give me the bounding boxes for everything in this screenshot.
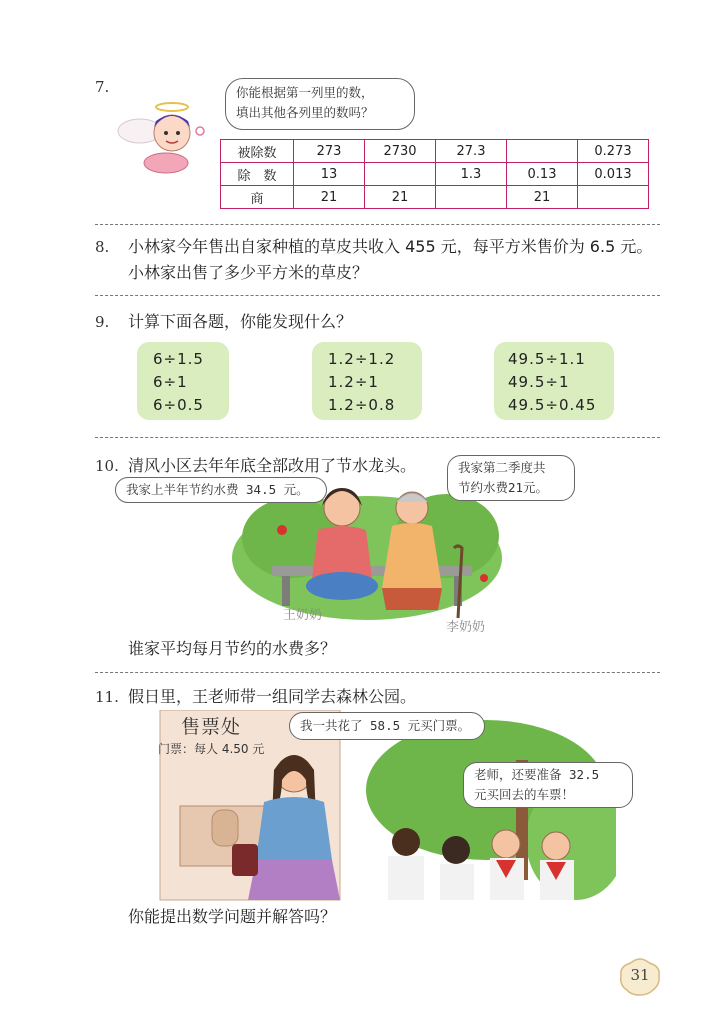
table-header-cell: 除 数	[221, 163, 294, 186]
q11-number: 11.	[95, 688, 119, 706]
calc-group-1	[137, 342, 229, 420]
divider	[95, 224, 660, 225]
handbag-icon	[232, 844, 258, 876]
apple-icon	[277, 525, 287, 535]
table-cell: 0.13	[507, 163, 578, 186]
q10-speech-left: 我家上半年节约水费 34.5 元。	[115, 477, 327, 503]
calc-group-3	[494, 342, 614, 420]
table-cell	[507, 140, 578, 163]
q11-question: 你能提出数学问题并解答吗？	[128, 907, 337, 926]
table-cell: 0.013	[578, 163, 649, 186]
label-wang: 王奶奶	[283, 608, 323, 623]
q10-speech-right-line-1: 我家第二季度共	[458, 460, 546, 475]
table-cell	[365, 163, 436, 186]
apple-icon	[480, 574, 488, 582]
q11-speech-teacher: 我一共花了 58.5 元买门票。	[289, 712, 485, 740]
label-li: 李奶奶	[446, 620, 486, 635]
q7-number: 7.	[95, 78, 110, 96]
table-row	[221, 163, 649, 186]
q10-prompt: 清风小区去年年底全部改用了节水龙头。	[128, 456, 417, 475]
expression: 49.5÷0.45	[508, 396, 597, 414]
sign-title: 售票处	[181, 716, 242, 738]
table-cell: 13	[294, 163, 365, 186]
halo-icon	[156, 103, 188, 111]
q11-speech-student	[463, 762, 633, 808]
q10-speech-right-line-2: 节约水费21元。	[458, 480, 549, 495]
q11-speech-student-line-1: 老师，还要准备 32.5	[474, 767, 600, 782]
calc-group-2	[312, 342, 422, 420]
expression: 1.2÷1	[328, 373, 379, 391]
wang-body	[312, 526, 372, 578]
q7-speech-line-1: 你能根据第一列里的数，	[236, 85, 374, 100]
cupid-illustration	[110, 95, 220, 185]
table-cell: 273	[294, 140, 365, 163]
bench-icon	[272, 566, 472, 576]
q7-speech-bubble	[225, 78, 415, 130]
teacher-body	[256, 797, 332, 860]
q10-number: 10.	[95, 457, 119, 475]
table-cell: 2730	[365, 140, 436, 163]
table-row	[221, 186, 649, 209]
q7-speech-line-2: 填出其他各列里的数吗？	[236, 105, 374, 120]
table-cell: 0.273	[578, 140, 649, 163]
q8-number: 8.	[95, 238, 110, 256]
table-row	[221, 140, 649, 163]
q11-prompt: 假日里，王老师带一组同学去森林公园。	[128, 687, 417, 706]
page-number: 31	[630, 966, 650, 984]
sign-price: 门票：每人 4.50 元	[158, 742, 265, 756]
expression: 6÷1	[153, 373, 188, 391]
q8-line-1: 小林家今年售出自家种植的草皮共收入 455 元，每平方米售价为 6.5 元。	[128, 237, 653, 256]
table-cell: 21	[294, 186, 365, 209]
table-header-cell: 被除数	[221, 140, 294, 163]
q9-prompt: 计算下面各题，你能发现什么？	[128, 312, 353, 331]
q8-line-2: 小林家出售了多少平方米的草皮？	[128, 263, 369, 282]
divider	[95, 437, 660, 438]
q11-speech-student-line-2: 元买回去的车票！	[474, 787, 575, 802]
expression: 49.5÷1	[508, 373, 570, 391]
wand-icon	[196, 127, 204, 135]
table-header-cell: 商	[221, 186, 294, 209]
expression: 6÷1.5	[153, 350, 204, 368]
expression: 6÷0.5	[153, 396, 204, 414]
table-cell	[578, 186, 649, 209]
q8-text	[128, 234, 652, 286]
li-body	[382, 523, 442, 588]
expression: 1.2÷1.2	[328, 350, 396, 368]
table-cell: 27.3	[436, 140, 507, 163]
divider	[95, 295, 660, 296]
table-cell: 1.3	[436, 163, 507, 186]
table-cell: 21	[507, 186, 578, 209]
cupid-body	[144, 153, 188, 173]
expression: 1.2÷0.8	[328, 396, 396, 414]
divider	[95, 672, 660, 673]
q10-question: 谁家平均每月节约的水费多？	[128, 639, 337, 658]
q10-speech-right	[447, 455, 575, 501]
q9-number: 9.	[95, 313, 110, 331]
division-table	[220, 139, 649, 209]
table-cell	[436, 186, 507, 209]
table-cell: 21	[365, 186, 436, 209]
expression: 49.5÷1.1	[508, 350, 586, 368]
